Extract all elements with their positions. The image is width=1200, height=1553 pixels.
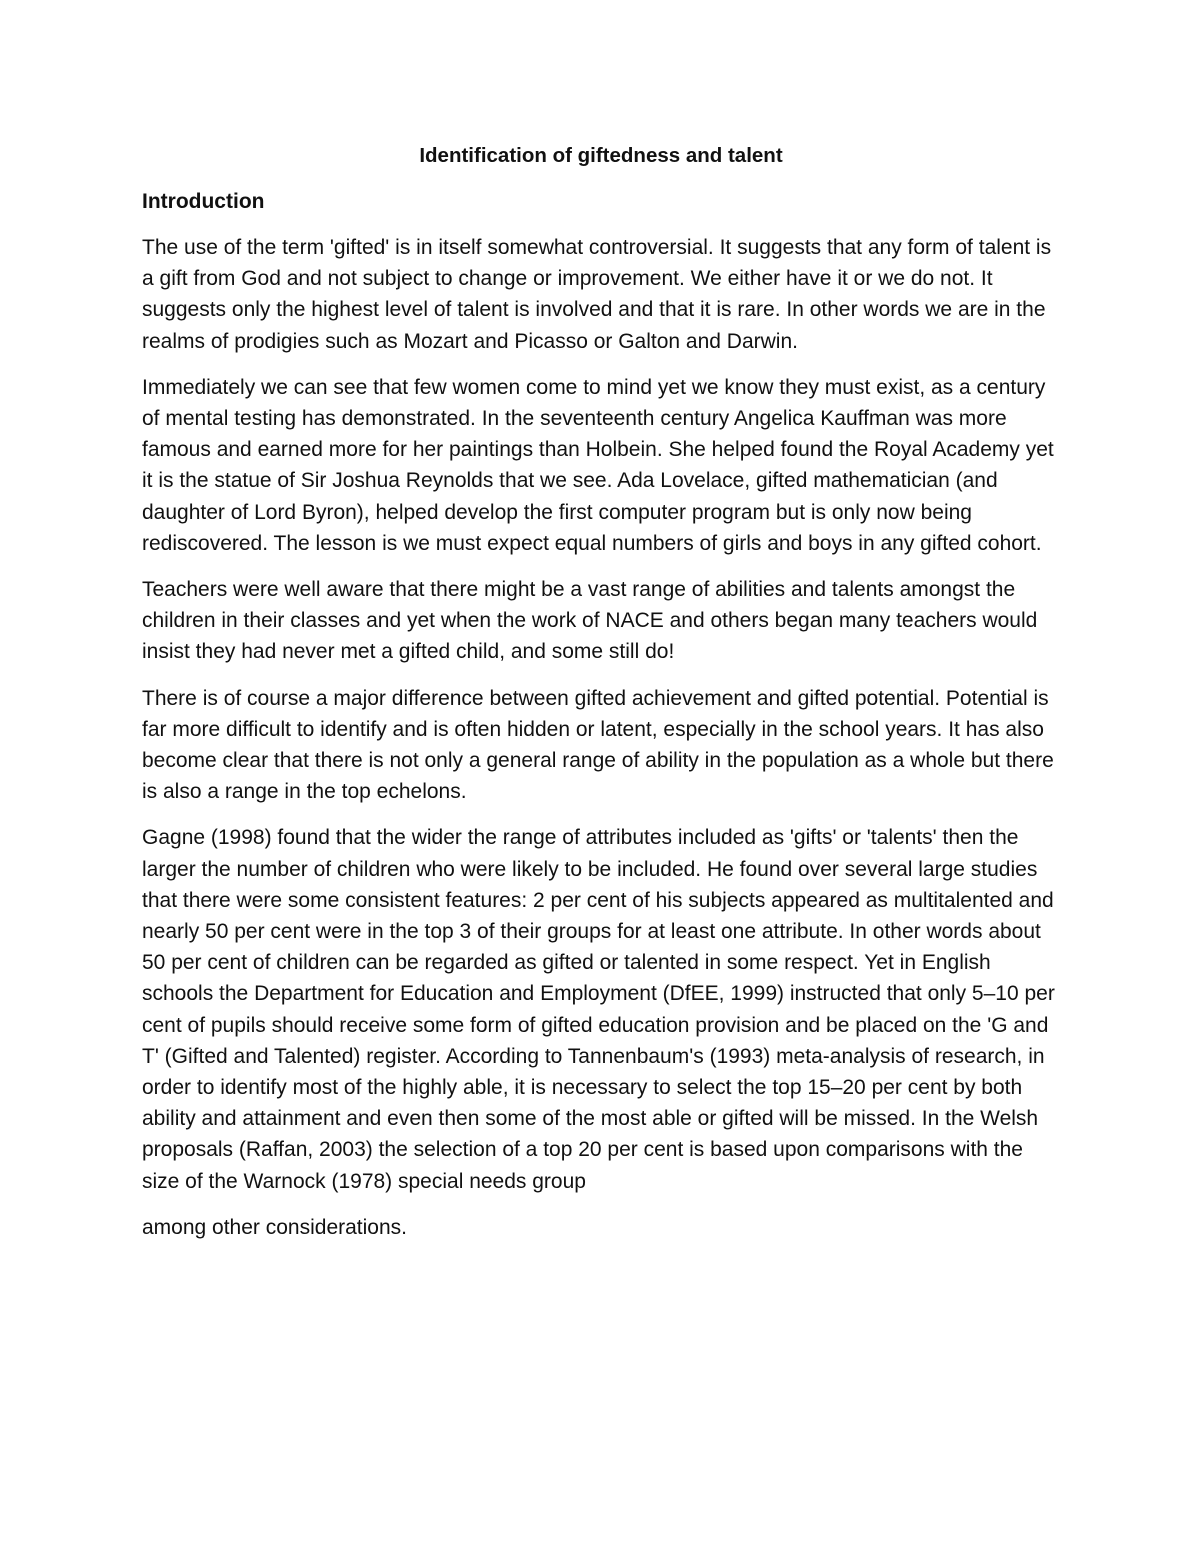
paragraph-3: Teachers were well aware that there might be a vast range of abilities and talents amongst the children in their classes and yet when the work of NACE and others began many teachers would insist they had never met a gifted child, and some still do! [142, 578, 1038, 664]
paragraph-6: among other considerations. [142, 1215, 407, 1239]
document-body [142, 142, 1060, 1258]
paragraph-5: Gagne (1998) found that the wider the range of attributes included as 'gifts' or 'talents' then the larger the number of children who were likely to be included. He found over several large studies that there were some consistent features: 2 per cent of his subjects appeared as multitalented and nearly 50 per cent were in the top 3 of their groups for at least one attribute. In other words about 50 per cent of children can be regarded as gifted or talented in some respect. Yet in English schools the Department for Education and Employment (DfEE, 1999) instructed that only 5–10 per cent of pupils should receive some form of gifted education provision and be placed on the 'G and T' (Gifted and Talented) register. According to Tannenbaum's (1993) meta-analysis of research, in order to identify most of the highly able, it is necessary to select the top 15–20 per cent by both ability and attainment and even then some of the most able or gifted will be missed. In the Welsh proposals (Raffan, 2003) the selection of a top 20 per cent is based upon comparisons with the size of the Warnock (1978) special needs group [142, 826, 1055, 1193]
paragraph-4: There is of course a major difference between gifted achievement and gifted potential. Potential is far more difficult to identify and is often hidden or latent, especially in the school years. It has also become clear that there is not only a general range of ability in the population as a whole but there is also a range in the top echelons. [142, 686, 1054, 804]
document-title: Identification of giftedness and talent [419, 144, 783, 167]
paragraph-2: Immediately we can see that few women come to mind yet we know they must exist, as a century of mental testing has demonstrated. In the seventeenth century Angelica Kauffman was more famous and earned more for her paintings than Holbein. She helped found the Royal Academy yet it is the statue of Sir Joshua Reynolds that we see. Ada Lovelace, gifted mathematician (and daughter of Lord Byron), helped develop the first computer program but is only now being rediscovered. The lesson is we must expect equal numbers of girls and boys in any gifted cohort. [142, 375, 1054, 555]
section-heading-introduction: Introduction [142, 190, 265, 213]
paragraph-1: The use of the term 'gifted' is in itself somewhat controversial. It suggests that any form of talent is a gift from God and not subject to change or improvement. We either have it or we do not. It suggests only the highest level of talent is involved and that it is rare. In other words we are in the realms of prodigies such as Mozart and Picasso or Galton and Darwin. [142, 236, 1052, 353]
